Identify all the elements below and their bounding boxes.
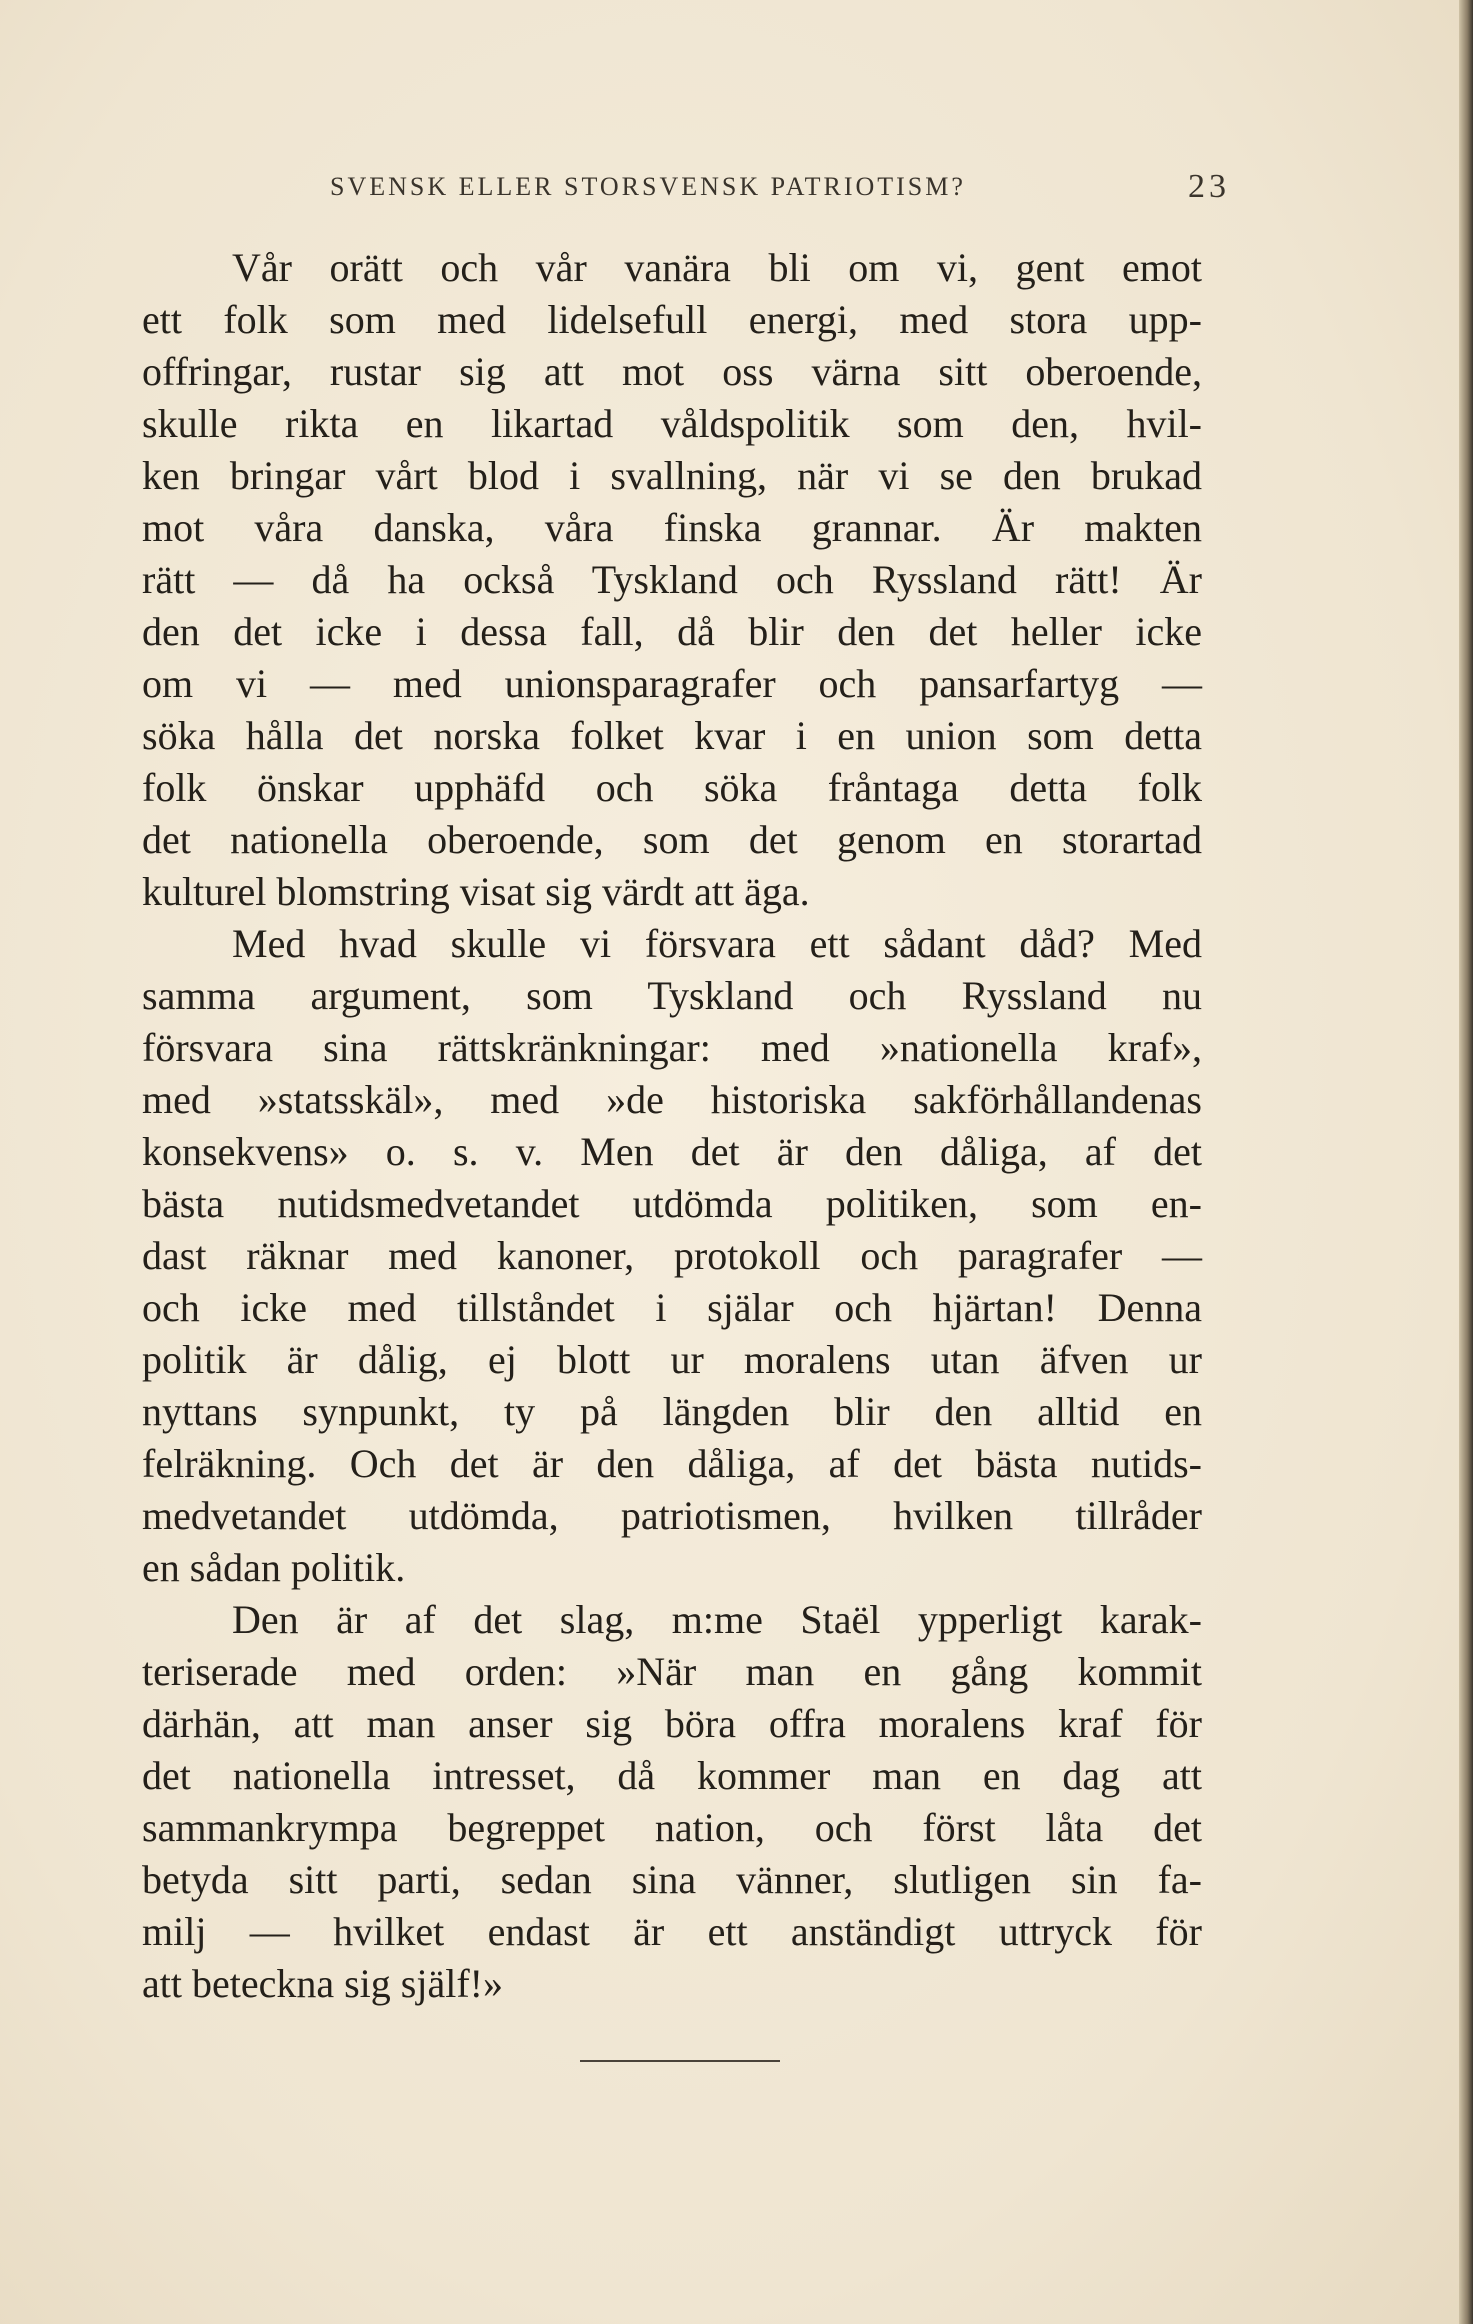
text-line: en sådan politik. [142, 1545, 406, 1590]
text-line: det nationella intresset, då kommer man en dag att [142, 1753, 1202, 1798]
text-line: teriserade med orden: »När man en gång kommit [142, 1649, 1202, 1694]
text-line: konsekvens» o. s. v. Men det är den dåliga, af det [142, 1129, 1202, 1174]
text-line: folk önskar upphäfd och söka fråntaga detta folk [142, 765, 1202, 810]
text-line: sammankrympa begreppet nation, och först låta det [142, 1805, 1202, 1850]
text-line: nyttans synpunkt, ty på längden blir den alltid en [142, 1389, 1202, 1434]
text-line: Med hvad skulle vi försvara ett sådant dåd? Med [232, 921, 1202, 966]
text-line: den det icke i dessa fall, då blir den det heller icke [142, 609, 1202, 654]
paragraph-2 [142, 918, 1202, 1594]
text-line: med »statsskäl», med »de historiska sakförhållandenas [142, 1077, 1202, 1122]
text-line: skulle rikta en likartad våldspolitik som den, hvil- [142, 401, 1202, 446]
section-divider [580, 2060, 780, 2062]
text-line: och icke med tillståndet i själar och hjärtan! Denna [142, 1285, 1202, 1330]
text-line: rätt — då ha också Tyskland och Ryssland rätt! Är [142, 557, 1202, 602]
text-line: milj — hvilket endast är ett anständigt uttryck för [142, 1909, 1202, 1954]
text-line: dast räknar med kanoner, protokoll och paragrafer — [142, 1233, 1202, 1278]
page-number: 23 [1188, 168, 1230, 205]
paragraph-3 [142, 1594, 1202, 2010]
text-line: därhän, att man anser sig böra offra moralens kraf för [142, 1701, 1202, 1746]
text-line: försvara sina rättskränkningar: med »nationella kraf», [142, 1025, 1202, 1070]
text-line: medvetandet utdömda, patriotismen, hvilken tillråder [142, 1493, 1202, 1538]
text-line: Vår orätt och vår vanära bli om vi, gent emot [232, 245, 1202, 290]
text-line: ett folk som med lidelsefull energi, med stora upp- [142, 297, 1202, 342]
text-line: offringar, rustar sig att mot oss värna sitt oberoende, [142, 349, 1202, 394]
text-line: bästa nutidsmedvetandet utdömda politiken, som en- [142, 1181, 1202, 1226]
paragraph-1 [142, 242, 1202, 918]
text-line: Den är af det slag, m:me Staël ypperligt karak- [232, 1597, 1202, 1642]
text-line: söka hålla det norska folket kvar i en union som detta [142, 713, 1202, 758]
text-line: mot våra danska, våra finska grannar. Är makten [142, 505, 1202, 550]
text-line: kulturel blomstring visat sig värdt att äga. [142, 869, 810, 914]
text-line: att beteckna sig själf!» [142, 1961, 503, 2006]
text-line: ken bringar vårt blod i svallning, när vi se den brukad [142, 453, 1202, 498]
body-text [142, 242, 1202, 2010]
text-line: politik är dålig, ej blott ur moralens utan äfven ur [142, 1337, 1202, 1382]
text-line: det nationella oberoende, som det genom en storartad [142, 817, 1202, 862]
text-line: felräkning. Och det är den dåliga, af det bästa nutids- [142, 1441, 1202, 1486]
running-title: SVENSK ELLER STORSVENSK PATRIOTISM? [330, 172, 966, 201]
page-edge-shadow [1459, 0, 1473, 2324]
text-line: samma argument, som Tyskland och Ryssland nu [142, 973, 1202, 1018]
page-header [140, 168, 1230, 222]
text-line: betyda sitt parti, sedan sina vänner, slutligen sin fa- [142, 1857, 1202, 1902]
text-line: om vi — med unionsparagrafer och pansarfartyg — [142, 661, 1202, 706]
